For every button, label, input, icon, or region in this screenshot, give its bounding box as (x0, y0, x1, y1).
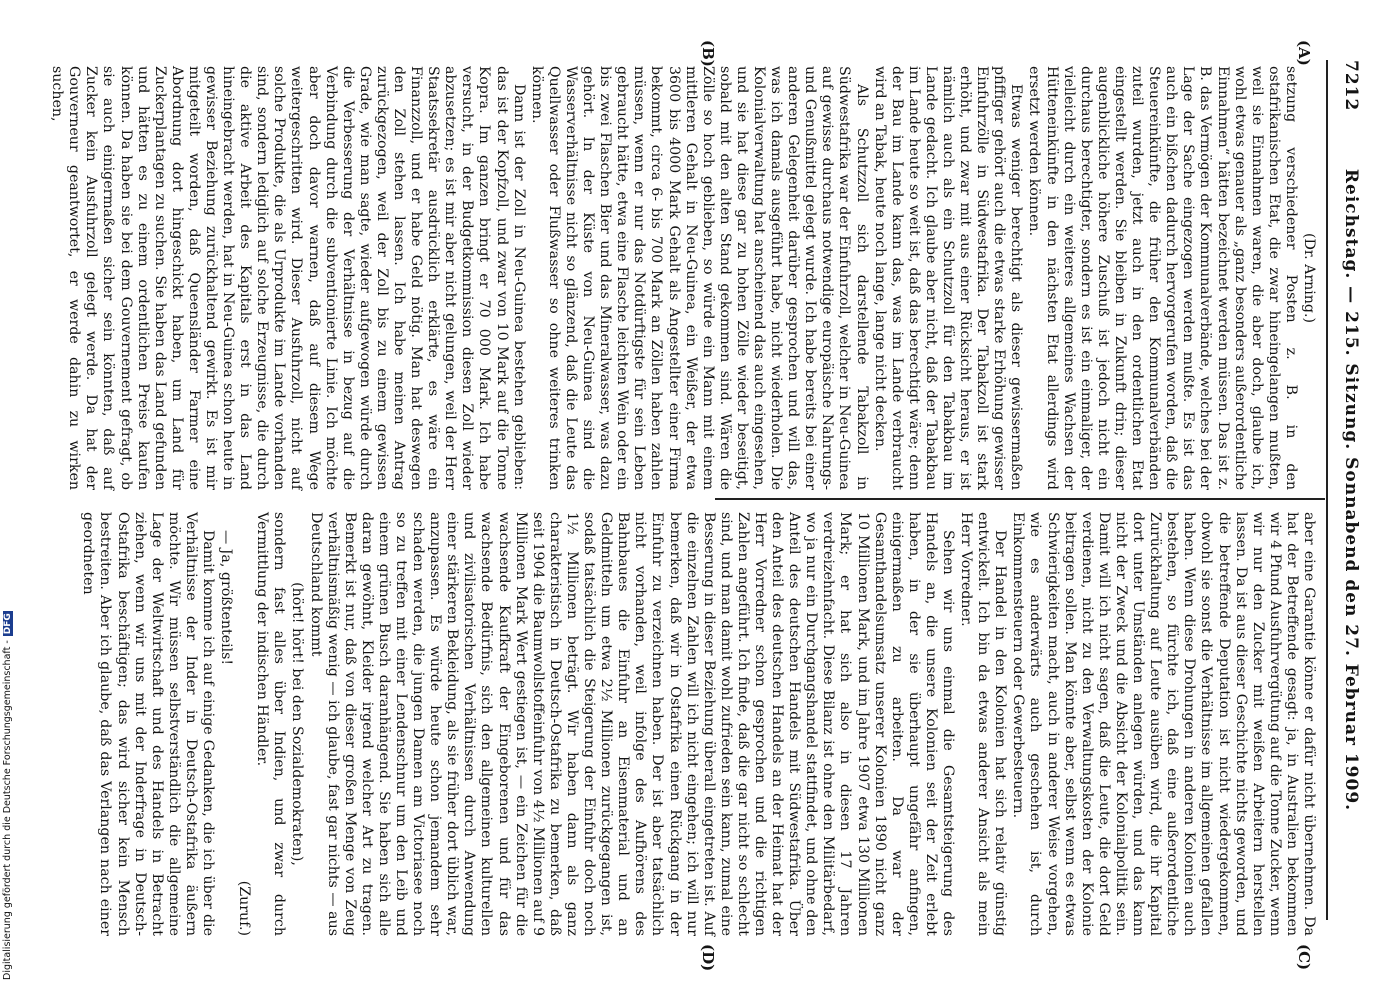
left-column (49, 66, 1317, 490)
paragraph: Der Handel in den Kolonien hat sich relativ günstig entwickelt. Ich bin da etwas anderer Ansicht als mein Herr Vorredner. (958, 512, 1009, 936)
page-number: 7212 (1341, 60, 1361, 112)
page-header (1331, 60, 1365, 920)
paragraph: Sehen wir uns einmal die Gesamtsteigerung des Handels an, die unsere Kolonien seit der Zeit erlebt haben, in der sie überhaupt ungefähr anfingen, einigermaßen zu arbeiten. Da war der Gesamthandelsumsatz unserer Kolonien 1890 nicht ganz 10 Millionen Mark, und im Jahre 1907 etwa 130 Millionen Mark; er hat sich also in diesen 17 Jahren verdreizehnfacht. Diese Bilanz ist ohne den Militärbedarf, wo ja nur ein Durchgangshandel stattfindet, und ohne den Anteil des deutschen Handels mit Südwestafrika. Über den Anteil des deutschen Handels an der Heimat hat der Herr Vorredner schon gesprochen und die richtigen Zahlen angeführt. Ich finde, daß die gar nicht so schlecht sind, und man damit wohl zufrieden sein kann, zumal eine Besserung in dieser Beziehung überall eingetreten ist. Auf die einzelnen Zahlen will ich nicht eingehen; ich will nur bemerken, daß wir in Ostafrika einen Rückgang in der Einfuhr zu verzeichnen haben. Der ist aber tatsächlich nicht vorhanden, weil infolge des Aufhörens des Bahnbaues die Einfuhr an Eisenmaterial und an Geldmitteln um etwa 2½ Millionen zurückgegangen ist, sodaß tatsächlich die Steigerung der Einfuhr doch noch 1½ Millionen beträgt. Wir haben dann als ganz charakteristisch in Deutsch-Ostafrika zu bemerken, daß seit 1904 die Baumwollstoffeinfuhr von 4½ Millionen auf 9 Millionen Mark Wert gestiegen ist, — ein Zeichen für die wachsende Kaufkraft der Eingeborenen und für das wachsende Bedürfnis, sich den allgemeinen kulturellen und zivilisatorischen Verhältnissen durch Anwendung einer stärkeren Bekleidung, als sie früher dort üblich war, anzupassen. Es würde heute schon jemandem sehr schaden werden, die jungen Damen am Victoriasee noch so zu treffen mit einer Lendenschnur um den Leib und einem grünen Busch daranhängend. Sie haben sich alle daran gewöhnt, Kleider irgend welcher Art zu tragen. Bemerkt ist nur, daß von dieser großen Menge von Zeug verhältnismäßig wenig — ich glaube, fast gar nichts — aus Deutschland kommt (307, 512, 957, 936)
margin-marker-c: (C) (1295, 944, 1313, 971)
paragraph: aber eine Garantie könne er dafür nicht übernehmen. Da hat der Betreffende gesagt: ja, in Australien bekommen wir 4 Pfund Ausfuhrvergütung auf die Tonne Zucker, wenn wir nur den Zucker mit weißen Arbeitern herstellen lassen. Da ist aus dieser Geschichte nichts geworden, und die betreffende Deputation ist nicht wiedergekommen, obwohl sie sonst die Verhältnisse im allgemeinen gefallen haben. Wenn diese Drohungen in anderen Kolonien auch bestehen, so fürchte ich, daß eine außerordentliche Zurückhaltung auf Leute ausüben wird, die ihr Kapital dort unter Umständen anlegen würden, und das kann nicht der Zweck und die Absicht der Kolonialpolitik sein. Damit will ich nicht sagen, daß die Leute, die dort Geld verdienen, nicht zu den Verwaltungskosten der Kolonie beitragen sollen. Man könnte aber, selbst wenn es etwas Schwierigkeiten macht, auch in anderer Weise vorgehen, wie es anderwärts auch geschehen ist, durch Einkommensteuern oder Gewerbesteuern. (1010, 512, 1317, 936)
interjection: (Zuruf.) (236, 880, 253, 936)
right-column (80, 512, 1317, 936)
credit-text: Digitalisierung gefördert durch die Deutsche Forschungsgemeinschaft - (2, 640, 13, 980)
paragraph: Als Schutzzoll sich darstellende Tabakzoll in Südwestafrika war der Einfuhrzoll, welcher in Neu-Guinea auf gewisse durchaus notwendige europäische Nahrungs- und Genußmittel gelegt wurde. Ich habe bereits bei einer anderen Gelegenheit darüber gesprochen und will das, was ich damals ausgeführt habe, nicht wiederholen. Die Kolonialverwaltung hat anscheinend das auch eingesehen, und sie hat diese gar zu hohen Zölle wieder beseitigt, sobald mit den alten Stand gekommen sind. Wären die Zölle so hoch geblieben, so würde ein Mann mit einem mittleren Gehalt in Neu-Guinea, ein Weißer, der etwa 3600 bis 4000 Mark Gehalt als Angestellter einer Firma bekommt, circa 6- bis 700 Mark an Zöllen haben zahlen müssen, wenn er nur das Notdürftigste für sein Leben gebraucht hätte, etwa eine Flasche leichten Wein oder ein bis zwei Flaschen Bier und das Mineralwasser, was dazu gehört. In der Küste von Neu-Guinea sind die Wasserverhältnisse nicht so glänzend, daß die Leute das Quellwasser oder Flußwasser so ohne weiteres trinken können. (528, 66, 870, 490)
paragraph: sondern fast alles über Indien, und zwar durch Vermittlung der indischen Händler. (254, 512, 288, 936)
column-divider (715, 498, 1325, 500)
header-rule (1326, 60, 1328, 920)
paragraph: — Ja, größtenteils! (218, 530, 235, 666)
paragraph: Damit komme ich auf einige Gedanken, die ich über die Verhältnisse der Inder in Deutsch-Ostafrika äußern möchte. Wir müssen selbstverständlich die allgemeine Lage der Weltwirtschaft und des Handels in Betracht ziehen, wenn wir uns mit der Inderfrage in Deutsch-Ostafrika beschäftigen; das wird sicher kein Mensch bestreiten. Aber ich glaube, daß das Verlangen nach einer geordneten (80, 512, 216, 936)
paragraph: setzung verschiedener Posten z. B. in den ostafrikanischen Etat, die zwar hineingelangen mußten, weil sie Einnahmen waren, die aber doch, glaube ich, wohl etwas genauer als „ganz besonders außerordentliche Einnahmen“ hätten bezeichnet werden müssen. Das ist z. B. das Vermögen der Kommunalverbände, welches bei der Lage der Sache eingezogen werden mußte. Es ist das auch ein bißchen dadurch hervorgerufen worden, daß die Steuereinkünfte, die früher den Kommunalverbänden zuteil wurden, jetzt auch in den ordentlichen Etat eingestellt werden. Sie bleiben in Zukunft drin; dieser augenblickliche höhere Zuschuß ist jedoch nicht ein durchaus berechtigter, sondern es ist ein einmaliger, der vielleicht durch ein weiteres allgemeines Wachsen der Hütteneinkünfte in den nächsten Etat allerdings wird ersetzt werden können. (1026, 66, 1299, 490)
margin-marker-b: (B) (699, 40, 717, 67)
paragraph: Etwas weniger berechtigt als dieser gewissermaßen pfiffiger gehört auch die etwas starke Erhöhung gewisser Einfuhrzölle in Südwestafrika. Der Tabakzoll ist stark erhöht, und zwar mit aus einer Rücksicht heraus, er ist nämlich auch als ein Schutzzoll für den Tabakbau im Lande gedacht. Ich glaube aber nicht, daß der Tabakbau im Lande heute so weit ist, daß das berechtigt wäre; denn der Bau im Lande kann das, was im Lande verbraucht wird an Tabak, heute noch lange, lange nicht decken. (871, 66, 1025, 490)
dfg-logo: DFG (3, 613, 13, 635)
paragraph: Dann ist der Zoll in Neu-Guinea bestehen geblieben: das ist der Kopfzoll, und zwar von 10 Mark auf die Tonne Kopra. Im ganzen bringt er 70 000 Mark. Ich habe versucht, in der Budgetkommission diesen Zoll wieder abzusetzen; es ist mir aber nicht gelungen, weil der Herr Staatssekretär ausdrücklich erklärte, es wäre ein Finanzzoll, und er habe Geld nötig. Man hat deswegen den Zoll stehen lassen. Ich habe meinen Antrag zurückgezogen, weil der Zoll bis zu einem gewissen Grade, wie man sagte, wieder aufgewogen würde durch die Verbesserung der Verhältnisse in bezug auf die Verbindung durch die subventionierte Linie. Ich möchte aber doch davor warnen, daß auf diesem Wege weitergeschritten wird. Dieser Ausfuhrzoll, nicht auf solche Produkte, die als Urprodukte im Lande vorhanden sind, sondern lediglich auf solche Erzeugnisse, die durch die aktive Arbeit des Kapitals erst in das Land hineingebracht werden, hat in Neu-Guinea schon heute in gewisser Beziehung zurückhaltend gewirkt. Es ist mir mitgeteilt worden, daß Queensländer Farmer eine Abordnung dort hingeschickt haben, um Land für Zuckerplantagen zu suchen. Sie haben das Land gefunden und hätten es zu einem ordentlichen Preise kaufen können. Da haben sie bei dem Gouvernement gefragt, ob sie auch einigermaßen sicher sein könnten, daß auf Zucker kein Ausfuhrzoll gelegt werde. Da hat der Gouverneur geantwortet, er werde dahin zu wirken suchen, (49, 66, 527, 490)
margin-marker-a: (A) (1295, 40, 1313, 66)
page-title: Reichstag. — 215. Sitzung. Sonnabend den 27. Februar 1909. (1341, 168, 1361, 812)
interjection: (hört! hört! bei den Sozialdemokraten), (289, 582, 306, 866)
margin-marker-d: (D) (699, 944, 717, 972)
digitization-credit (2, 611, 13, 980)
speaker-label: (Dr. Arning.) (1301, 232, 1317, 324)
